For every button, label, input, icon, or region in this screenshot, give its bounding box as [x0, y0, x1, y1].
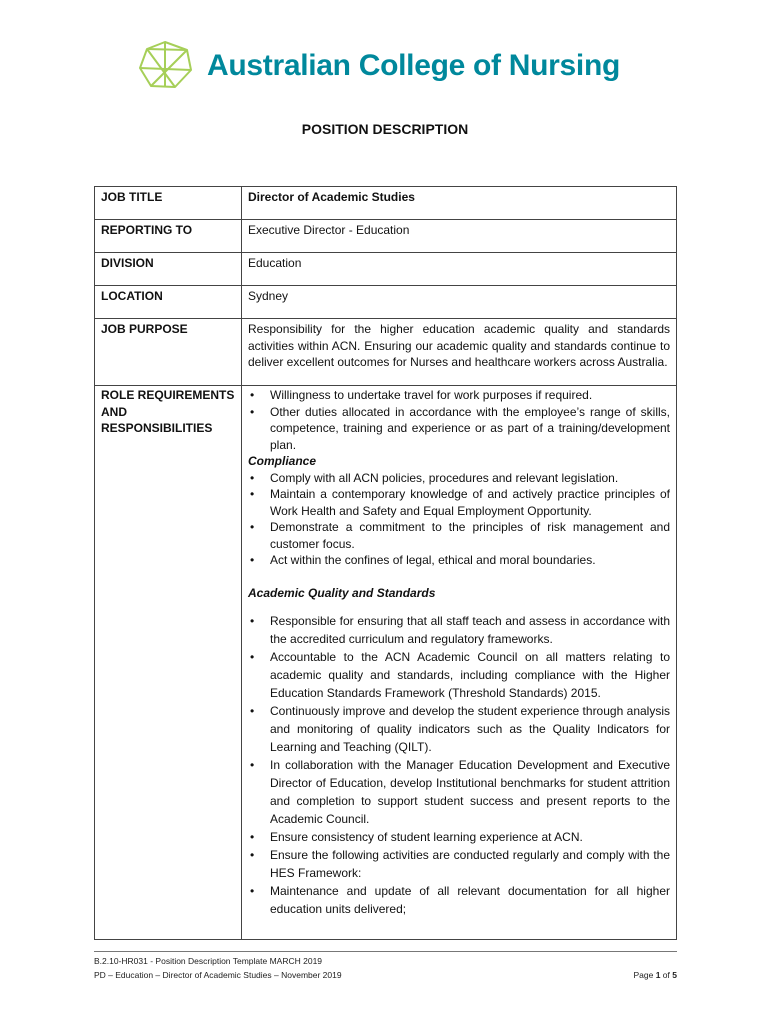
list-item: • Responsible for ensuring that all staff teach and assess in accordance with the accredited curriculum and regulatory frameworks.	[248, 612, 670, 648]
list-item: • Willingness to undertake travel for work purposes if required.	[248, 387, 670, 404]
page-word: Page	[633, 970, 654, 980]
job-title-label: JOB TITLE	[95, 187, 242, 220]
list-item: • Act within the confines of legal, ethical and moral boundaries.	[248, 552, 670, 569]
acn-crystal-logo-icon	[137, 40, 193, 90]
page-current: 1	[655, 970, 661, 980]
org-name: Australian College of Nursing	[207, 49, 621, 82]
table-row	[95, 386, 677, 940]
table-row	[95, 187, 677, 220]
list-item: • Demonstrate a commitment to the principles of risk management and customer focus.	[248, 519, 670, 552]
footer-divider	[94, 951, 677, 952]
general-duties-list	[248, 387, 670, 453]
job-title-value: Director of Academic Studies	[242, 187, 677, 220]
division-value: Education	[242, 253, 677, 286]
org-logo	[137, 40, 621, 90]
compliance-heading: Compliance	[248, 454, 317, 468]
list-item: • Other duties allocated in accordance with the employee’s range of skills, competence, training and experience or as part of a training/development plan.	[248, 404, 670, 454]
page-title: POSITION DESCRIPTION	[301, 121, 469, 137]
table-row	[95, 286, 677, 319]
roles-label	[95, 386, 242, 940]
list-item: • Continuously improve and develop the student experience through analysis and monitoring of quality indicators such as the Quality Indicators for Learning and Teaching (QILT).	[248, 702, 670, 756]
reporting-to-label: REPORTING TO	[95, 220, 242, 253]
list-item: • Accountable to the ACN Academic Council on all matters relating to academic quality and standards, including compliance with the Higher Education Standards Framework (Threshold Standards) 2015.	[248, 648, 670, 702]
page-number	[633, 970, 677, 980]
academic-quality-list	[248, 612, 670, 918]
table-row	[95, 220, 677, 253]
location-label: LOCATION	[95, 286, 242, 319]
footer-template-ref: B.2.10-HR031 - Position Description Template MARCH 2019	[94, 956, 323, 966]
reporting-to-value: Executive Director - Education	[242, 220, 677, 253]
position-table	[94, 186, 677, 940]
job-purpose-label: JOB PURPOSE	[95, 319, 242, 386]
list-item: • In collaboration with the Manager Education Development and Executive Director of Education, develop Institutional benchmarks for student attrition and completion to support student success and present reports to the Academic Council.	[248, 756, 670, 828]
job-purpose-value: Responsibility for the higher education academic quality and standards activities within ACN. Ensuring our academic quality and standards continue to deliver excellent outcomes for Nurses and healthcare workers across Australia.	[242, 319, 677, 386]
roles-value	[242, 386, 677, 940]
list-item: • Comply with all ACN policies, procedures and relevant legislation.	[248, 470, 670, 487]
compliance-list	[248, 470, 670, 569]
roles-label-line: ROLE REQUIREMENTS	[101, 388, 235, 402]
table-row	[95, 319, 677, 386]
footer-document-ref: PD – Education – Director of Academic Studies – November 2019	[94, 970, 342, 980]
roles-label-line: AND	[101, 404, 127, 419]
academic-quality-heading: Academic Quality and Standards	[248, 585, 436, 600]
page-total: 5	[672, 970, 677, 980]
table-row	[95, 253, 677, 286]
list-item: • Ensure the following activities are conducted regularly and comply with the HES Framework:	[248, 846, 670, 882]
location-value: Sydney	[242, 286, 677, 319]
list-item: • Maintenance and update of all relevant documentation for all higher education units delivered;	[248, 882, 670, 918]
roles-label-line: RESPONSIBILITIES	[101, 421, 213, 435]
division-label: DIVISION	[95, 253, 242, 286]
list-item: • Ensure consistency of student learning experience at ACN.	[248, 828, 670, 846]
list-item: • Maintain a contemporary knowledge of and actively practice principles of Work Health and Safety and Equal Employment Opportunity.	[248, 486, 670, 519]
of-word: of	[662, 970, 670, 980]
